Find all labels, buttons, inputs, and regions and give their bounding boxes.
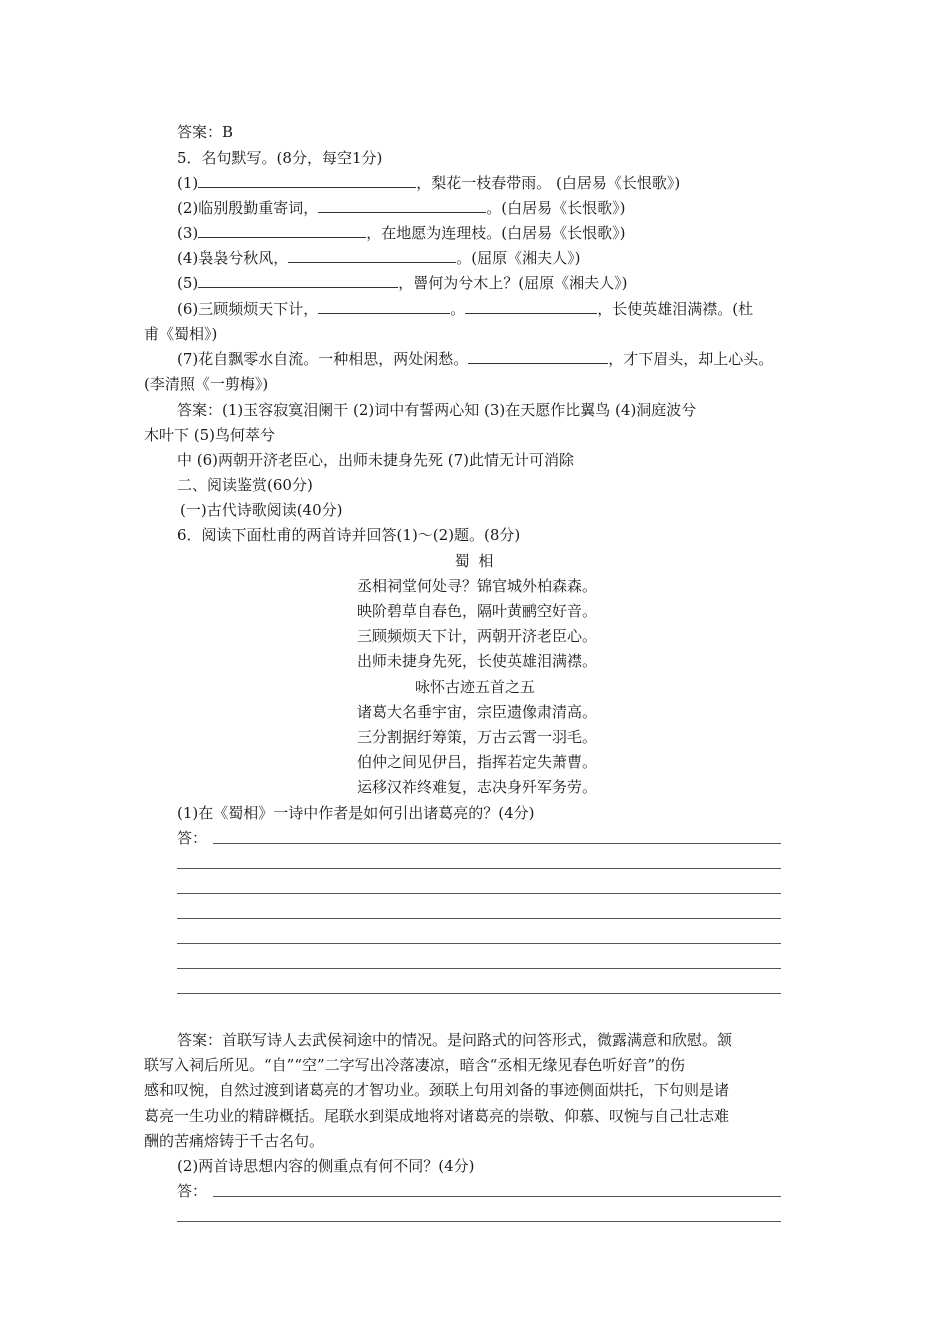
poem-2-title: 咏怀古迹五首之五 (414, 678, 535, 696)
blank-6a[interactable] (318, 299, 450, 314)
answer-row-1[interactable]: 答： (177, 828, 781, 848)
q5-item-3: (3) ，在地愿为连理枝。(白居易《长恨歌》) (177, 224, 626, 242)
blank-6b[interactable] (465, 299, 597, 314)
poem-1-line: 映阶碧草自春色，隔叶黄鹂空好音。 (357, 602, 598, 620)
poem-1-line: 三顾频烦天下计，两朝开济老臣心。 (357, 627, 598, 645)
blank-2[interactable] (318, 198, 486, 213)
q5-title: 5．名句默写。(8分，每空1分) (177, 149, 383, 167)
answer-line[interactable] (177, 1221, 781, 1222)
answer-line[interactable] (177, 943, 781, 944)
poem-2-line: 运移汉祚终难复，志决身歼军务劳。 (357, 778, 598, 796)
section-2-heading: 二、阅读鉴赏(60分) (177, 476, 313, 494)
answer-b: 答案：B (177, 123, 234, 141)
answer-line[interactable] (177, 993, 781, 994)
blank-3[interactable] (198, 223, 366, 238)
answer-line[interactable] (177, 968, 781, 969)
poem-1-line: 出师未捷身先死，长使英雄泪满襟。 (357, 652, 598, 670)
q5-item-6-cont: 甫《蜀相》) (144, 325, 218, 343)
answer-row-2[interactable]: 答： (177, 1181, 781, 1201)
q6-sub-1-answer: 联写入祠后所见。“自”“空”二字写出冷落凄凉，暗含“丞相无缘见春色听好音”的伤 (144, 1056, 686, 1074)
blank-5[interactable] (198, 273, 398, 288)
blank-4[interactable] (288, 248, 456, 263)
answer-line (213, 1196, 781, 1197)
section-2-1-heading: (一)古代诗歌阅读(40分) (180, 501, 343, 519)
blank-7[interactable] (468, 349, 608, 364)
q6-sub-1-answer: 答案：首联写诗人去武侯祠途中的情况。是问路式的问答形式，微露满意和欣慰。颔 (177, 1031, 733, 1049)
answer-line[interactable] (177, 893, 781, 894)
poem-2-line: 三分割据纡筹策，万古云霄一羽毛。 (357, 728, 598, 746)
q5-item-6: (6)三顾频烦天下计， 。 ，长使英雄泪满襟。(杜 (177, 300, 754, 318)
q5-answer-line-2: 木叶下 (5)鸟何萃兮 (144, 426, 276, 444)
q5-item-7: (7)花自飘零水自流。一种相思，两处闲愁。 ，才下眉头，却上心头。 (177, 350, 774, 368)
q5-item-5: (5) ，罾何为兮木上？(屈原《湘夫人》) (177, 274, 628, 292)
answer-line[interactable] (177, 868, 781, 869)
q5-answer-line-1: 答案：(1)玉容寂寞泪阑干 (2)词中有誓两心知 (3)在天愿作比翼鸟 (4)洞庭波兮 (177, 401, 697, 419)
q6-sub-2: (2)两首诗思想内容的侧重点有何不同？(4分) (177, 1157, 475, 1175)
answer-line[interactable] (177, 918, 781, 919)
poem-1-line: 丞相祠堂何处寻？锦官城外柏森森。 (357, 577, 598, 595)
q5-item-7-cont: (李清照《一剪梅》) (144, 375, 269, 393)
answer-line (213, 843, 781, 844)
q6-sub-1-answer: 葛亮一生功业的精辟概括。尾联水到渠成地将对诸葛亮的崇敬、仰慕、叹惋与自己壮志难 (144, 1107, 730, 1125)
q5-item-1: (1) ，梨花一枝春带雨。 (白居易《长恨歌》) (177, 174, 681, 192)
q6-title: 6．阅读下面杜甫的两首诗并回答(1)～(2)题。(8分) (177, 526, 521, 544)
poem-2-line: 伯仲之间见伊吕，指挥若定失萧曹。 (357, 753, 598, 771)
poem-1-title: 蜀 相 (454, 552, 496, 570)
q5-item-2: (2)临别殷勤重寄词， 。(白居易《长恨歌》) (177, 199, 626, 217)
q6-sub-1: (1)在《蜀相》一诗中作者是如何引出诸葛亮的？(4分) (177, 804, 535, 822)
q5-item-4: (4)袅袅兮秋风， 。(屈原《湘夫人》) (177, 249, 581, 267)
q5-answer-line-3: 中 (6)两朝开济老臣心，出师未捷身先死 (7)此情无计可消除 (177, 451, 575, 469)
q6-sub-1-answer: 酬的苦痛熔铸于千古名句。 (144, 1132, 325, 1150)
blank-1[interactable] (198, 173, 416, 188)
poem-2-line: 诸葛大名垂宇宙，宗臣遗像肃清高。 (357, 703, 598, 721)
q6-sub-1-answer: 感和叹惋，自然过渡到诸葛亮的才智功业。颈联上句用刘备的事迹侧面烘托，下句则是诸 (144, 1081, 730, 1099)
